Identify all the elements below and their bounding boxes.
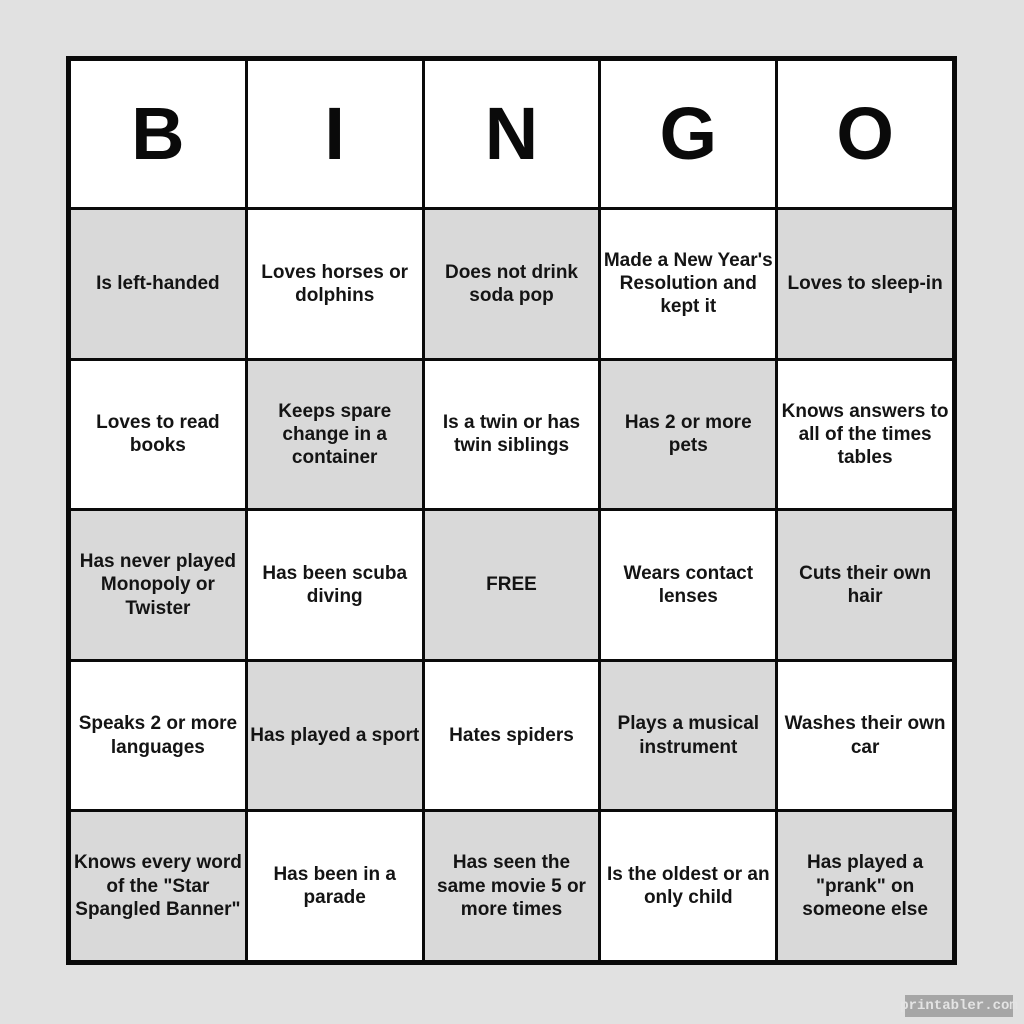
bingo-cell-r3c4: Wears contact lenses — [601, 511, 775, 659]
bingo-cell-r2c2: Keeps spare change in a container — [248, 361, 422, 509]
bingo-cell-r5c4: Is the oldest or an only child — [601, 812, 775, 960]
header-letter-i: I — [248, 61, 422, 207]
bingo-cell-r1c2: Loves horses or dolphins — [248, 210, 422, 358]
bingo-cell-r5c3: Has seen the same movie 5 or more times — [425, 812, 599, 960]
bingo-cell-r5c5: Has played a "prank" on someone else — [778, 812, 952, 960]
bingo-cell-r3c5: Cuts their own hair — [778, 511, 952, 659]
bingo-cell-r1c3: Does not drink soda pop — [425, 210, 599, 358]
bingo-cell-r3c1: Has never played Monopoly or Twister — [71, 511, 245, 659]
header-letter-n: N — [425, 61, 599, 207]
bingo-cell-r1c5: Loves to sleep-in — [778, 210, 952, 358]
bingo-cell-r2c1: Loves to read books — [71, 361, 245, 509]
bingo-cell-r2c5: Knows answers to all of the times tables — [778, 361, 952, 509]
header-letter-b: B — [71, 61, 245, 207]
bingo-cell-r4c4: Plays a musical instrument — [601, 662, 775, 810]
printabler-watermark: printabler.com — [905, 995, 1013, 1017]
bingo-cell-r2c3: Is a twin or has twin siblings — [425, 361, 599, 509]
header-letter-o: O — [778, 61, 952, 207]
bingo-cell-r4c3: Hates spiders — [425, 662, 599, 810]
bingo-cell-r5c1: Knows every word of the "Star Spangled Banner" — [71, 812, 245, 960]
bingo-cell-r5c2: Has been in a parade — [248, 812, 422, 960]
bingo-card-grid — [66, 56, 957, 965]
bingo-cell-r2c4: Has 2 or more pets — [601, 361, 775, 509]
bingo-cell-r4c2: Has played a sport — [248, 662, 422, 810]
header-letter-g: G — [601, 61, 775, 207]
bingo-cell-r3c2: Has been scuba diving — [248, 511, 422, 659]
bingo-cell-r1c4: Made a New Year's Resolution and kept it — [601, 210, 775, 358]
bingo-cell-r3c3-free: FREE — [425, 511, 599, 659]
bingo-cell-r4c1: Speaks 2 or more languages — [71, 662, 245, 810]
bingo-cell-r4c5: Washes their own car — [778, 662, 952, 810]
bingo-cell-r1c1: Is left-handed — [71, 210, 245, 358]
